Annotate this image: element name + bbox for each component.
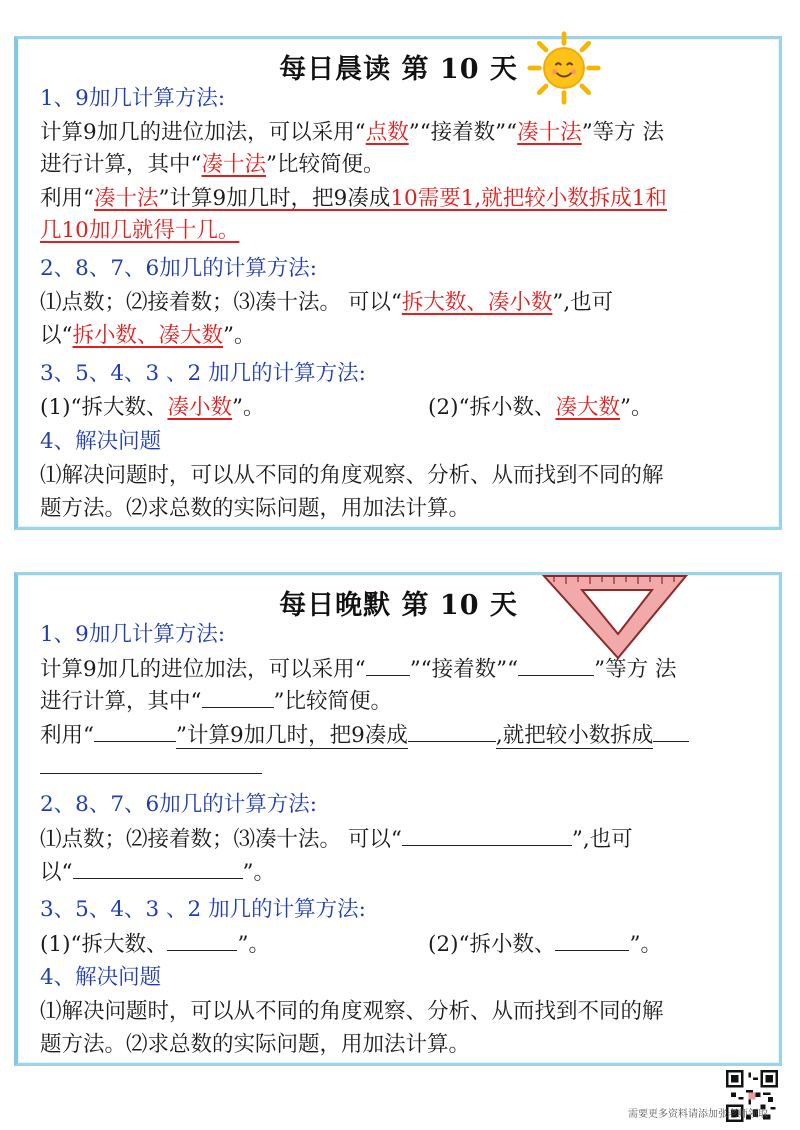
answer-blank[interactable] bbox=[202, 685, 274, 708]
text-line: (1)“拆大数、凑小数”。 (2)“拆小数、凑大数”。 bbox=[40, 395, 653, 420]
answer-text: 几10加几就得十几。 bbox=[40, 218, 240, 243]
answer-blank[interactable] bbox=[402, 823, 572, 846]
page-title: 每日晨读 第 10 天 bbox=[279, 54, 518, 85]
text-line: 进行计算，其中“ ”比较简便。 bbox=[40, 685, 761, 718]
section-heading: 3、5、4、3 、2 加几的计算方法: bbox=[40, 897, 366, 922]
text-line: 利用“ ”计算9加几时，把9凑成 ,就把较小数拆成 bbox=[40, 719, 761, 752]
answer-text: 10需要1,就把较小数拆成1和 bbox=[390, 186, 667, 211]
section-heading: 4、解决问题 bbox=[40, 965, 162, 990]
answer-blank[interactable] bbox=[40, 751, 262, 774]
answer-blank[interactable] bbox=[408, 719, 496, 742]
answer-blank[interactable] bbox=[555, 928, 629, 951]
text-line: 利用“凑十法”计算9加几时，把9凑成10需要1,就把较小数拆成1和 bbox=[40, 186, 667, 211]
text-line: 以“拆小数、凑大数”。 bbox=[40, 323, 256, 348]
text-line: ⑴解决问题时，可以从不同的角度观察、分析、从而找到不同的解 bbox=[40, 999, 664, 1024]
answer-text: 凑十法 bbox=[94, 186, 159, 211]
section-heading: 1、9加几计算方法: bbox=[40, 86, 226, 111]
sun-icon bbox=[526, 30, 602, 106]
answer-text: 凑小数 bbox=[167, 395, 232, 420]
answer-blank[interactable] bbox=[94, 719, 176, 742]
section-heading: 3、5、4、3 、2 加几的计算方法: bbox=[40, 361, 366, 386]
answer-text: 凑大数 bbox=[555, 395, 620, 420]
text-line: 题方法。⑵求总数的实际问题，用加法计算。 bbox=[40, 496, 471, 521]
page-title: 每日晚默 第 10 天 bbox=[279, 590, 518, 621]
text-line: 计算9加几的进位加法，可以采用“ ”“接着数”“ ”等方 法 bbox=[40, 653, 761, 686]
triangle-ruler-icon bbox=[540, 572, 690, 662]
text-line: 题方法。⑵求总数的实际问题，用加法计算。 bbox=[40, 1032, 471, 1057]
section-heading: 4、解决问题 bbox=[40, 429, 162, 454]
text-line: 计算9加几的进位加法，可以采用“点数”“接着数”“凑十法”等方 法 bbox=[40, 120, 665, 145]
text-line: ⑴点数；⑵接着数；⑶凑十法。 可以“ ”,也可 bbox=[40, 823, 761, 856]
answer-blank[interactable] bbox=[366, 653, 410, 676]
answer-text: 拆小数、凑大数 bbox=[72, 323, 224, 348]
answer-blank[interactable] bbox=[167, 928, 237, 951]
section-heading: 2、8、7、6加几的计算方法: bbox=[40, 792, 317, 817]
answer-text: 凑十法 bbox=[517, 120, 582, 145]
section-heading: 1、9加几计算方法: bbox=[40, 622, 226, 647]
text-line: 以“ ”。 bbox=[40, 856, 761, 889]
footer-note: 需要更多资料请添加张老师领取 bbox=[628, 1109, 768, 1120]
text-line: 进行计算，其中“凑十法”比较简便。 bbox=[40, 152, 385, 177]
answer-text: 点数 bbox=[365, 120, 409, 145]
answer-text: 凑十法 bbox=[201, 152, 267, 177]
text-line: ⑴点数；⑵接着数；⑶凑十法。 可以“拆大数、凑小数”,也可 bbox=[40, 290, 614, 315]
answer-blank[interactable] bbox=[653, 719, 689, 742]
text-line: (1)“拆大数、 ”。 (2)“拆小数、 ”。 bbox=[40, 928, 761, 961]
answer-blank[interactable] bbox=[73, 856, 243, 879]
morning-reading-card bbox=[14, 36, 782, 530]
answer-text: 拆大数、凑小数 bbox=[401, 290, 553, 315]
text-line: ⑴解决问题时，可以从不同的角度观察、分析、从而找到不同的解 bbox=[40, 463, 664, 488]
section-heading: 2、8、7、6加几的计算方法: bbox=[40, 256, 317, 281]
text-line bbox=[40, 751, 761, 784]
